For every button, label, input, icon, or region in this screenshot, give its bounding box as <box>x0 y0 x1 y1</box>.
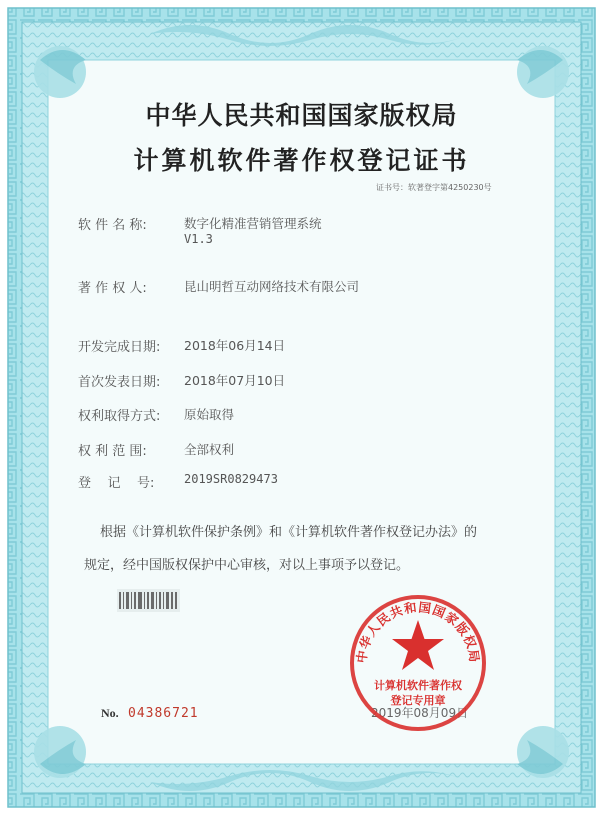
ornament-bottom-left <box>34 726 86 778</box>
certificate-number: 证书号：软著登字第4250230号 <box>376 183 492 192</box>
field-label-copyright-owner: 著 作 权 人: <box>78 281 147 296</box>
field-value-completion-date: 2018年06月14日 <box>184 338 286 353</box>
statement-line-1: 根据《计算机软件保护条例》和《计算机软件著作权登记办法》的 <box>100 525 478 540</box>
field-value-software-version: V1.3 <box>184 232 213 246</box>
field-label-acquisition-method: 权利取得方式: <box>78 409 161 424</box>
field-value-rights-scope: 全部权利 <box>184 442 235 457</box>
field-value-copyright-owner: 昆山明哲互动网络技术有限公司 <box>184 279 360 294</box>
ornament-top-right <box>517 46 569 98</box>
seal-line-2: 登记专用章 <box>390 694 446 707</box>
certificate-title: 计算机软件著作权登记证书 <box>133 146 470 175</box>
field-label-completion-date: 开发完成日期: <box>78 340 161 355</box>
field-label-registration-number: 登 记 号: <box>78 476 155 491</box>
field-value-publish-date: 2018年07月10日 <box>184 373 286 388</box>
seal-line-1: 计算机软件著作权 <box>374 679 462 692</box>
field-value-acquisition-method: 原始取得 <box>184 407 235 422</box>
field-value-software-name: 数字化精准营销管理系统 <box>184 216 322 231</box>
serial-number: 04386721 <box>128 706 199 721</box>
seal-star-icon <box>392 620 444 670</box>
field-value-registration-number: 2019SR0829473 <box>184 472 278 486</box>
seal-outer-text: 中华人民共和国国家版权局 <box>353 599 483 664</box>
ornament-top-left <box>34 46 86 98</box>
statement-line-2: 规定，经中国版权保护中心审核，对以上事项予以登记。 <box>84 558 410 573</box>
issuer-title: 中华人民共和国国家版权局 <box>145 101 458 130</box>
field-label-rights-scope: 权 利 范 围: <box>78 444 147 459</box>
ornament-bottom-right <box>517 726 569 778</box>
field-label-software-name: 软 件 名 称: <box>78 218 147 233</box>
field-label-publish-date: 首次发表日期: <box>78 375 161 390</box>
security-code-block <box>117 589 180 612</box>
issue-date: 2019年08月09日 <box>371 706 469 720</box>
official-seal <box>345 590 491 736</box>
serial-label: No. <box>101 706 119 720</box>
